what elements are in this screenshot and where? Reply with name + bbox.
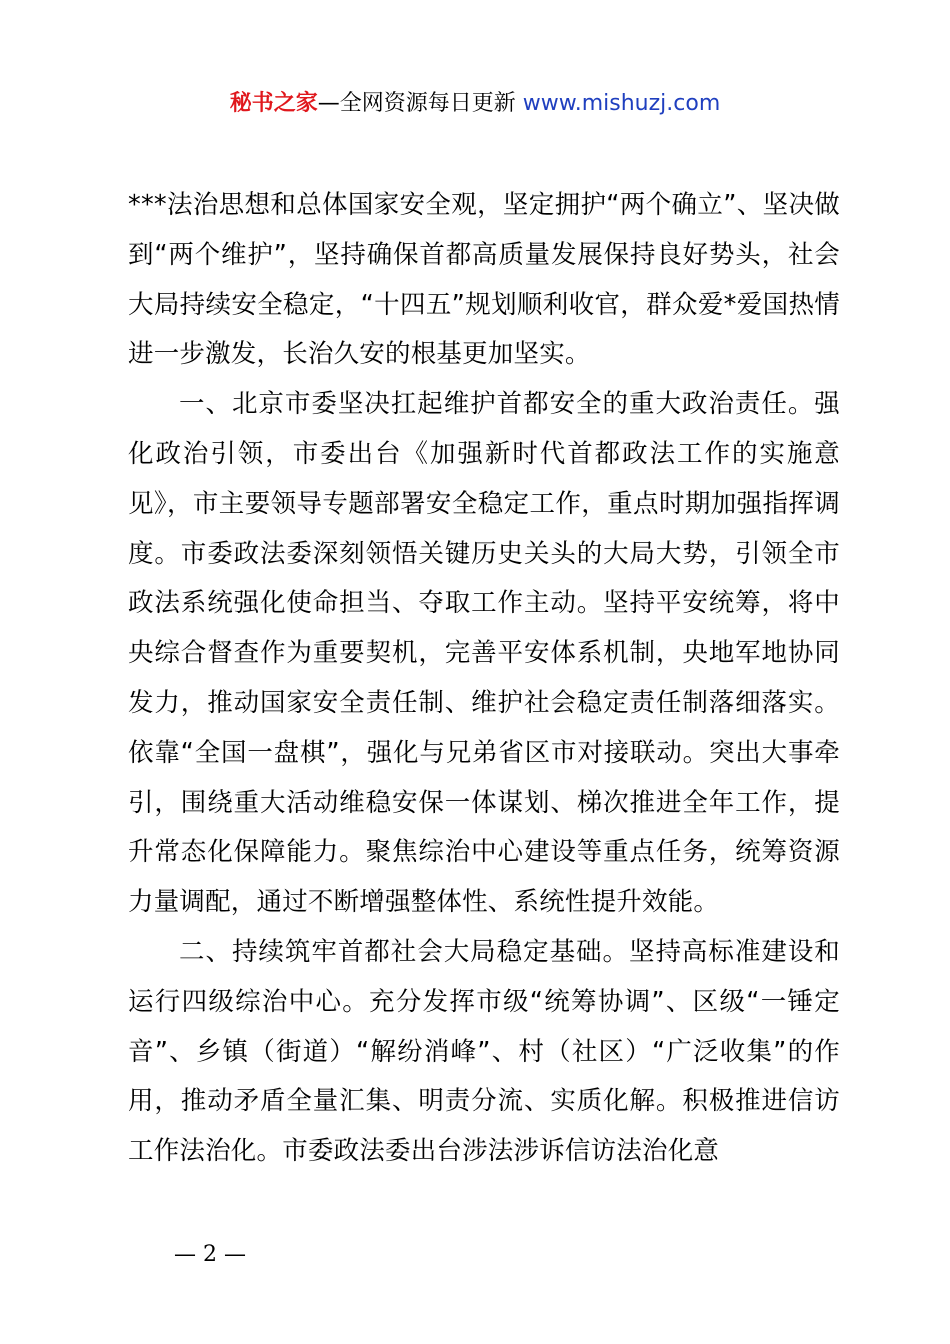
header-slogan: —全网资源每日更新 (317, 91, 523, 116)
page-number: — 2 — (174, 1242, 246, 1267)
header-brand: 秘书之家 (229, 91, 318, 116)
header-url[interactable]: www.mishuzj.com (522, 91, 721, 116)
paragraph-section-one: 一、北京市委坚决扛起维护首都安全的重大政治责任。强化政治引领，市委出台《加强新时代首都政法工作的实施意见》，市主要领导专题部署安全稳定工作，重点时期加强指挥调度。市委政法委深刻领悟关键历史关头的大局大势，引领全市政法系统强化使命担当、夺取工作主动。坚持平安统筹，将中央综合督查作为重要契机，完善平安体系机制，央地军地协同发力，推动国家安全责任制、维护社会稳定责任制落细落实。依靠“全国一盘棋”，强化与兄弟省区市对接联动。突出大事牵引，围绕重大活动维稳安保一体谋划、梯次推进全年工作，提升常态化保障能力。聚焦综治中心建设等重点任务，统筹资源力量调配，通过不断增强整体性、系统性提升效能。 (128, 389, 840, 918)
paragraph-intro: ***法治思想和总体国家安全观，坚定拥护“两个确立”、坚决做到“两个维护”，坚持确保首都高质量发展保持良好势头，社会大局持续安全稳定，“十四五”规划顺利收官，群众爱*爱国热情进一步激发，长治久安的根基更加坚实。 (128, 190, 840, 370)
document-body (128, 181, 840, 1177)
paragraph-section-two: 二、持续筑牢首都社会大局稳定基础。坚持高标准建设和运行四级综治中心。充分发挥市级“统筹协调”、区级“一锤定音”、乡镇（街道）“解纷消峰”、村（社区）“广泛收集”的作用，推动矛盾全量汇集、明责分流、实质化解。积极推进信访工作法治化。市委政法委出台涉法涉诉信访法治化意 (128, 936, 840, 1167)
document-header (0, 86, 950, 122)
